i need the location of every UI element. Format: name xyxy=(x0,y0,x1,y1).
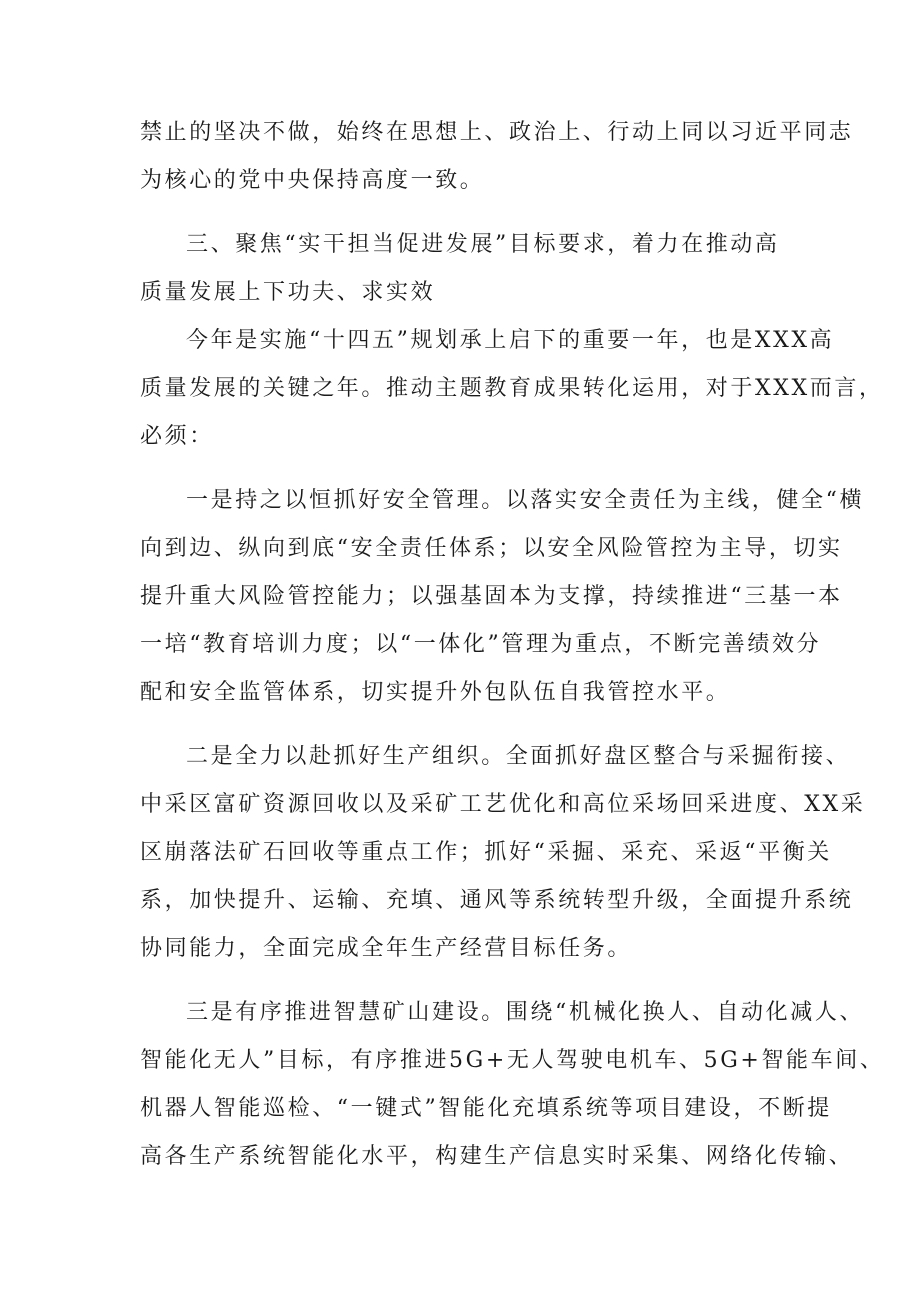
text-line: 质量发展的关键之年。推动主题教育成果转化运用，对于XXX而言， xyxy=(140,376,884,401)
text-line: 智能化无人”目标，有序推进5G+无人驾驶电机车、5G+智能车间、 xyxy=(140,1048,885,1073)
text-line: 向到边、纵向到底“安全责任体系；以安全风险管控为主导，切实 xyxy=(140,536,843,561)
text-line: 必须： xyxy=(140,424,214,449)
section-heading-line: 三、聚焦“实干担当促进发展”目标要求，着力在推动高 xyxy=(186,232,780,257)
text-line: 一培“教育培训力度；以“一体化”管理为重点，不断完善绩效分 xyxy=(140,632,822,657)
text-line: 区崩落法矿石回收等重点工作；抓好“采掘、采充、采返“平衡关 xyxy=(140,840,832,865)
text-line: 高各生产系统智能化水平，构建生产信息实时采集、网络化传输、 xyxy=(140,1144,854,1169)
text-line: 为核心的党中央保持高度一致。 xyxy=(140,168,485,193)
text-line: 系，加快提升、运输、充填、通风等系统转型升级，全面提升系统 xyxy=(140,888,854,913)
text-line: 今年是实施“十四五”规划承上启下的重要一年，也是XXX高 xyxy=(186,328,835,353)
text-line: 配和安全监管体系，切实提升外包队伍自我管控水平。 xyxy=(140,680,731,705)
text-line: 禁止的坚决不做，始终在思想上、政治上、行动上同以习近平同志 xyxy=(140,120,854,145)
section-heading-line: 质量发展上下功夫、求实效 xyxy=(140,280,436,305)
text-line: 二是全力以赴抓好生产组织。全面抓好盘区整合与采掘衔接、 xyxy=(186,744,851,769)
text-line: 三是有序推进智慧矿山建设。围绕“机械化换人、自动化减人、 xyxy=(186,1000,865,1025)
text-line: 提升重大风险管控能力；以强基固本为支撑，持续推进“三基一本 xyxy=(140,584,843,609)
text-line: 协同能力，全面完成全年生产经营目标任务。 xyxy=(140,936,633,961)
text-line: 机器人智能巡检、“一键式”智能化充填系统等项目建设，不断提 xyxy=(140,1096,832,1121)
text-line: 中采区富矿资源回收以及采矿工艺优化和高位采场回采进度、XX采 xyxy=(140,792,866,817)
text-line: 一是持之以恒抓好安全管理。以落实安全责任为主线，健全“横 xyxy=(186,488,865,513)
